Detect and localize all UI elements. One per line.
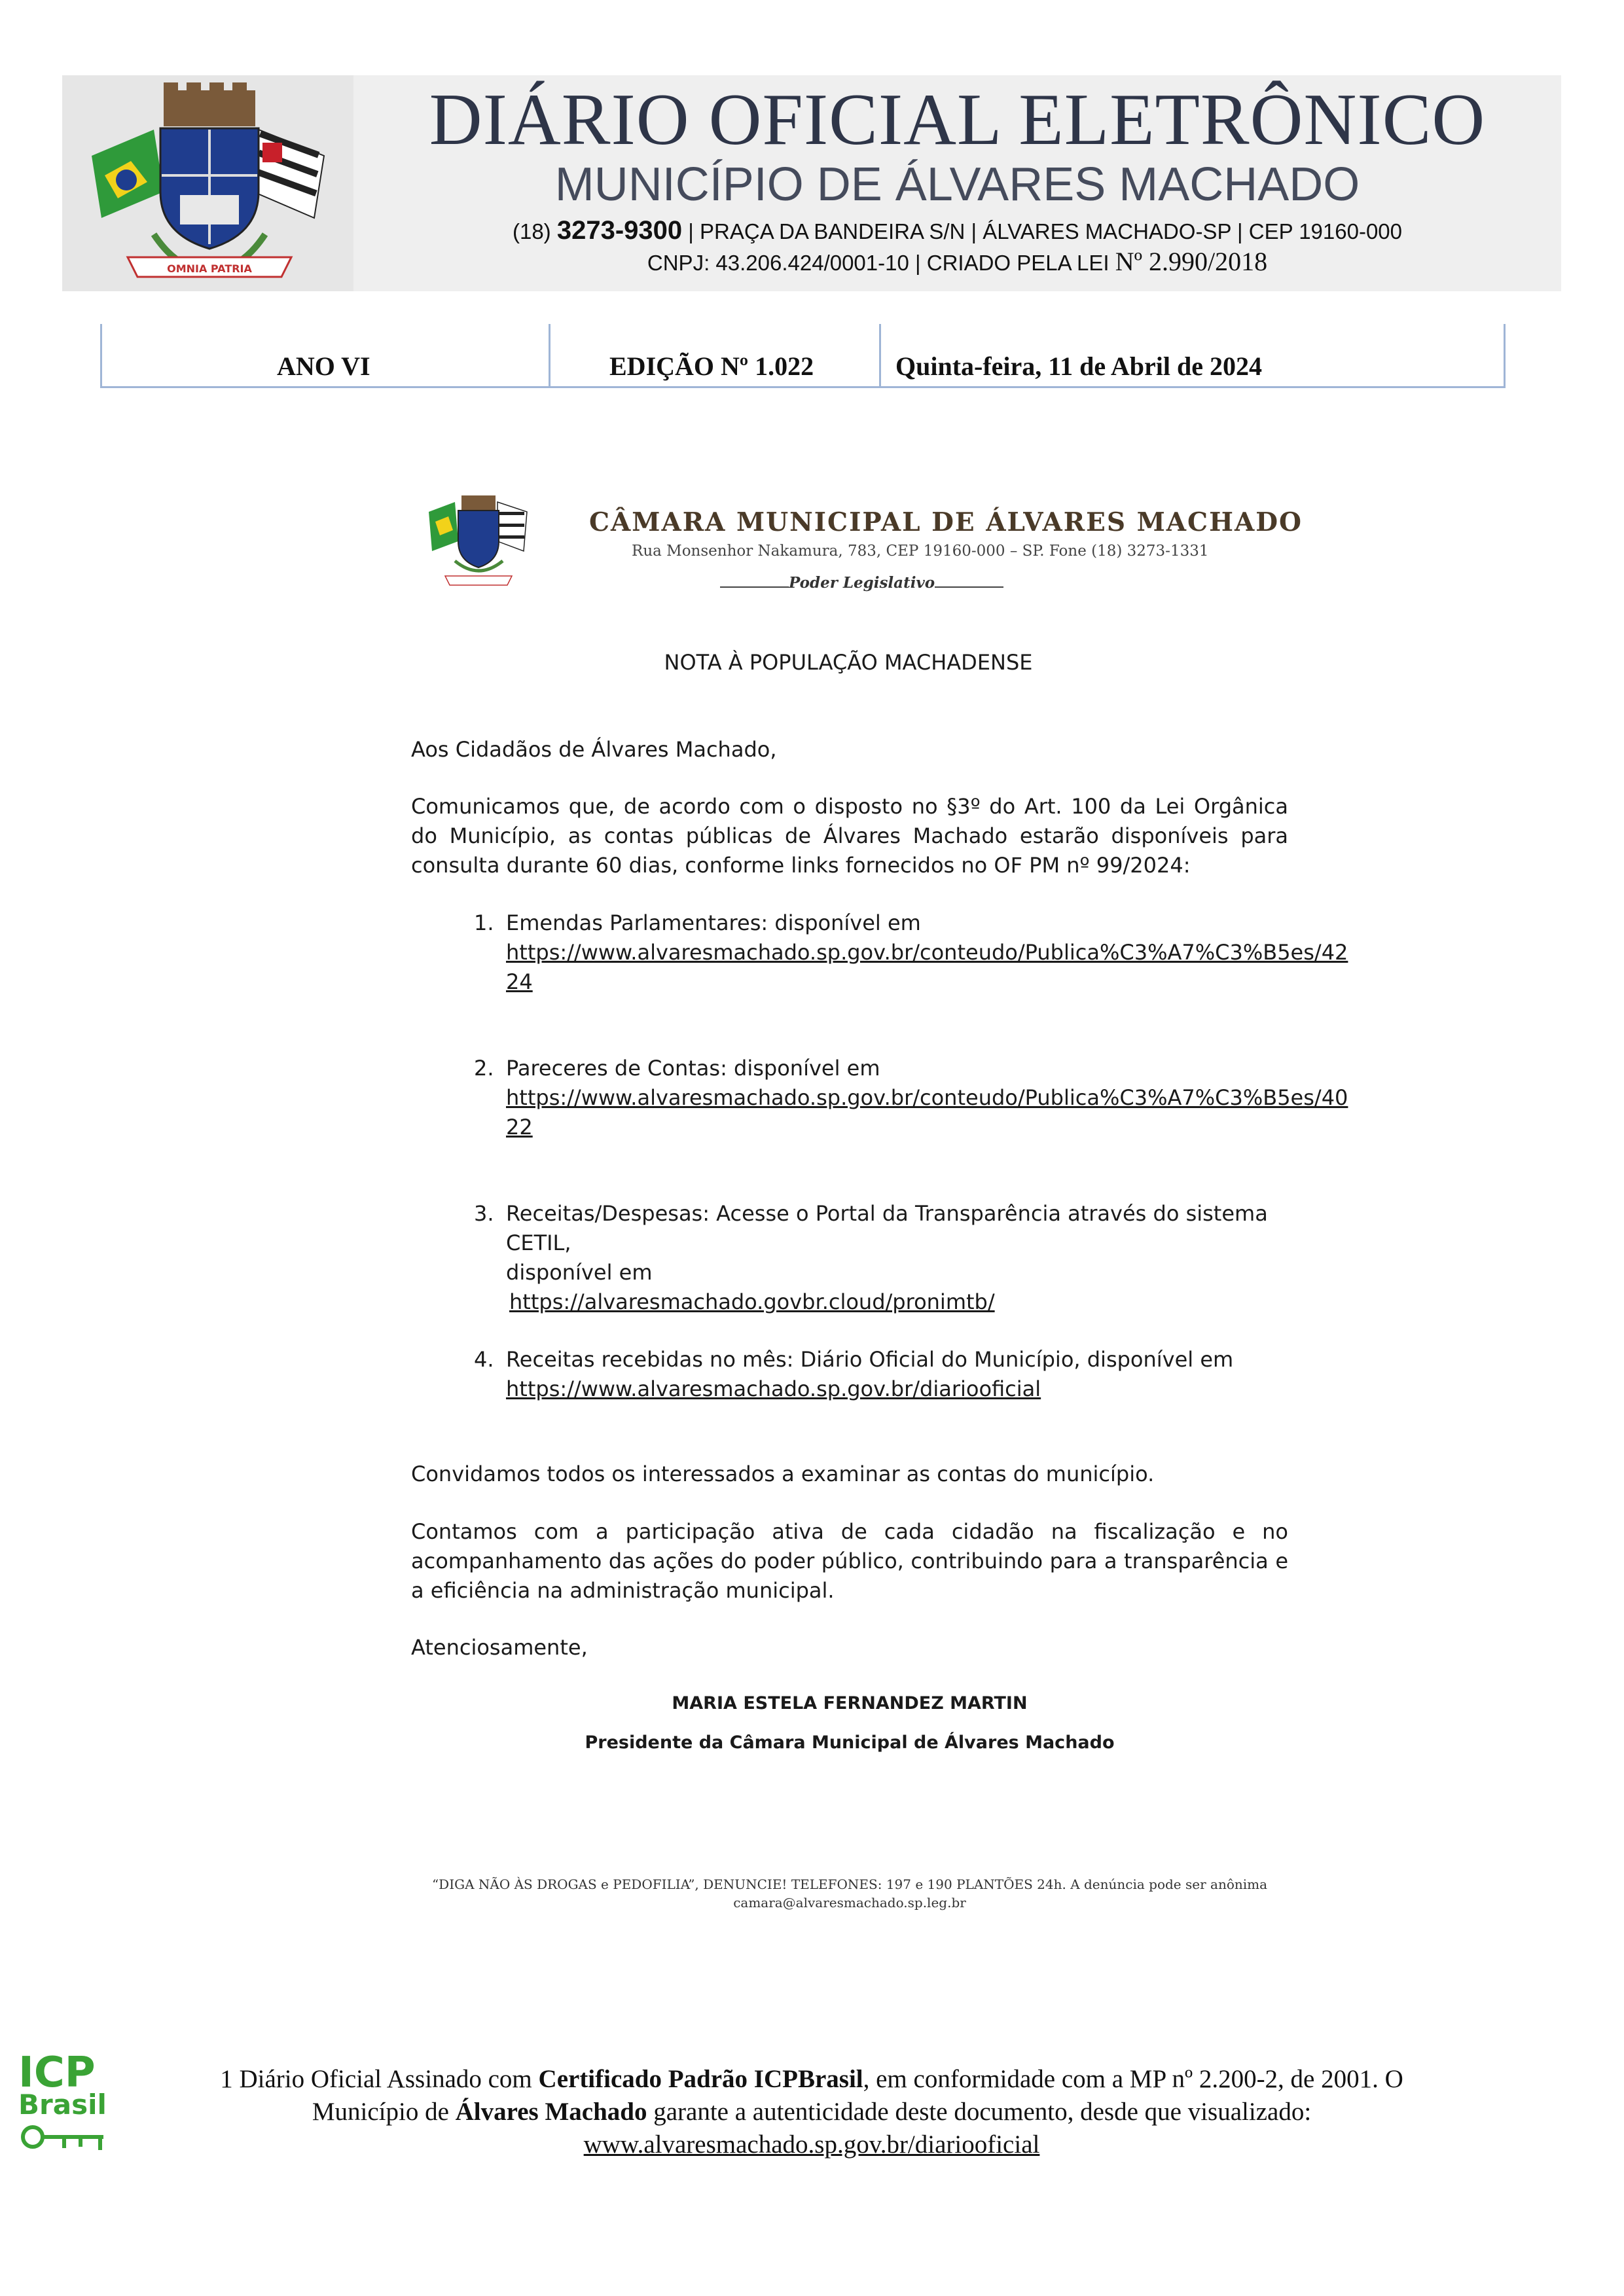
camara-title: CÂMARA MUNICIPAL DE ÁLVARES MACHADO: [589, 507, 1303, 537]
edition-date: Quinta-feira, 11 de Abril de 2024: [895, 351, 1262, 381]
svg-text:OMNIA PATRIA: OMNIA PATRIA: [167, 262, 252, 275]
official-journal-link[interactable]: https://www.alvaresmachado.sp.gov.br/diariooficial: [506, 1376, 1041, 1401]
amendments-link-continued[interactable]: 24: [506, 969, 533, 994]
camara-crest-icon: [425, 492, 530, 590]
salutation: Aos Cidadãos de Álvares Machado,: [411, 737, 777, 762]
footer-text-3: garante a autenticidade deste documento, desde que visualizado:: [647, 2098, 1312, 2126]
footer-text-2: , em conformidade com a MP nº 2.200-2, de 2001. O Município de: [312, 2065, 1403, 2126]
law-number: Nº 2.990/2018: [1115, 247, 1268, 276]
svg-text:ICP: ICP: [18, 2049, 96, 2097]
list-item-text: Emendas Parlamentares: disponível em: [506, 910, 921, 935]
invitation-paragraph: Convidamos todos os interessados a examinar as contas do município.: [411, 1462, 1155, 1486]
list-item-number: 3.: [474, 1201, 494, 1226]
footer-municipality: Álvares Machado: [455, 2098, 647, 2126]
footer-text-1: 1 Diário Oficial Assinado com: [220, 2065, 539, 2093]
intro-paragraph: Comunicamos que, de acordo com o disposto no §3º do Art. 100 da Lei Orgânica do Município, as contas públicas de Álvares Machado estarão disponíveis para consulta durante 60 dias, conforme links fornecidos no OF PM nº 99/2024:: [411, 794, 1288, 878]
closing-paragraph: Contamos com a participação ativa de cada cidadão na fiscalização e no acompanhamento das ações do poder público, contribuindo para a transparência e a eficiência na administração municipal.: [411, 1519, 1288, 1603]
list-item-number: 1.: [474, 910, 494, 935]
address-text: | PRAÇA DA BANDEIRA S/N | ÁLVARES MACHADO-SP | CEP 19160-000: [682, 219, 1403, 243]
list-item-number: 4.: [474, 1347, 494, 1372]
journal-title: DIÁRIO OFICIAL ELETRÔNICO: [429, 79, 1486, 160]
icp-brasil-logo-icon: [18, 2049, 123, 2160]
opinions-link[interactable]: https://www.alvaresmachado.sp.gov.br/conteudo/Publica%C3%A7%C3%B5es/40: [506, 1085, 1348, 1110]
drug-warning: “DIGA NÃO ÀS DROGAS e PEDOFILIA”, DENUNCIE! TELEFONES: 197 e 190 PLANTÕES 24h. A denúncia pode ser anônima: [431, 1876, 1268, 1892]
contact-line: [353, 216, 1561, 246]
footer-note: [216, 2063, 1407, 2161]
footer-journal-link[interactable]: www.alvaresmachado.sp.gov.br/diariooficial: [583, 2130, 1040, 2159]
list-item-text: Pareceres de Contas: disponível em: [506, 1056, 880, 1081]
footer-certificate: Certificado Padrão ICPBrasil: [538, 2065, 863, 2093]
list-item-text: Receitas/Despesas: Acesse o Portal da Transparência através do sistema CETIL,: [506, 1201, 1268, 1255]
svg-text:Brasil: Brasil: [18, 2089, 107, 2121]
transparency-portal-link[interactable]: https://alvaresmachado.govbr.cloud/pronimtb/: [509, 1289, 995, 1314]
branch-text: Poder Legislativo: [789, 574, 935, 592]
list-item-number: 2.: [474, 1056, 494, 1081]
phone-prefix: (18): [512, 219, 557, 243]
camara-address: Rua Monsenhor Nakamura, 783, CEP 19160-000 – SP. Fone (18) 3273-1331: [632, 543, 1209, 560]
note-title: NOTA À POPULAÇÃO MACHADENSE: [664, 650, 1033, 675]
signer-name: MARIA ESTELA FERNANDEZ MARTIN: [672, 1693, 1028, 1713]
camara-email[interactable]: camara@alvaresmachado.sp.leg.br: [733, 1895, 966, 1910]
signer-role: Presidente da Câmara Municipal de Álvares Machado: [585, 1732, 1115, 1753]
phone-number: 3273-9300: [556, 216, 683, 245]
list-item-text-continued: disponível em: [506, 1260, 653, 1285]
municipality-name: MUNICÍPIO DE ÁLVARES MACHADO: [554, 158, 1360, 211]
list-item-text: Receitas recebidas no mês: Diário Oficial do Município, disponível em: [506, 1347, 1234, 1372]
regards: Atenciosamente,: [411, 1635, 588, 1660]
edition-number: EDIÇÃO Nº 1.022: [609, 351, 814, 381]
cnpj-text: CNPJ: 43.206.424/0001-10 | CRIADO PELA LEI: [647, 251, 1115, 275]
municipal-crest-icon: [82, 77, 337, 290]
edition-year: ANO VI: [277, 351, 370, 381]
edition-bar: [100, 324, 1506, 388]
legislative-branch-label: [720, 573, 1003, 593]
cnpj-line: [353, 247, 1561, 278]
amendments-link[interactable]: https://www.alvaresmachado.sp.gov.br/conteudo/Publica%C3%A7%C3%B5es/42: [506, 940, 1348, 965]
opinions-link-continued[interactable]: 22: [506, 1115, 533, 1139]
